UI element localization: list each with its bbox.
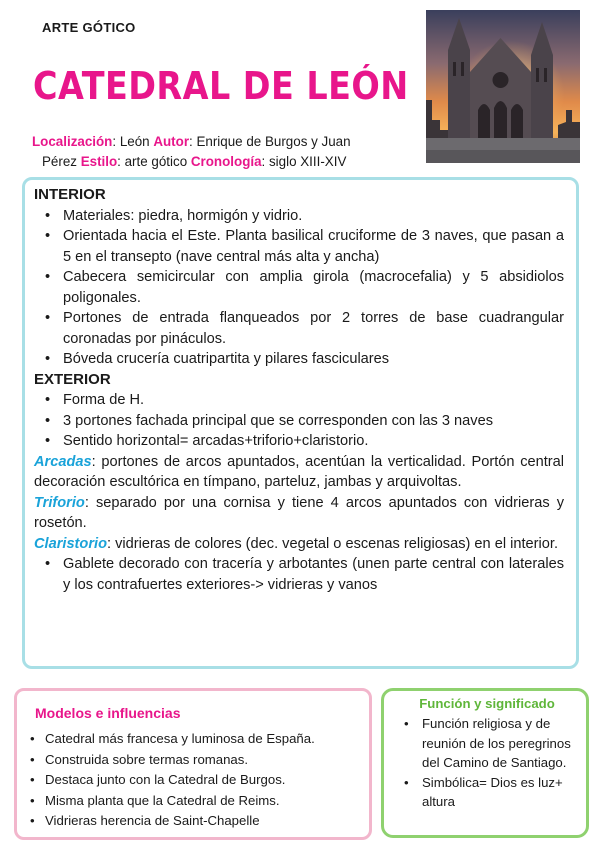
triforio-term: Triforio [34,494,85,511]
exterior-list [34,390,564,452]
arcadas-paragraph [34,452,564,493]
models-box [14,688,372,840]
list-item: • 3 portones fachada principal que se corresponden con las 3 naves [34,411,564,432]
list-item: • Construida sobre termas romanas. [27,750,361,771]
list-item: • Gablete decorado con tracería y arbotantes (unen parte central con laterales y los contrafuertes exteriores-> vidrieras y vanos [34,554,564,595]
autor-value: : Enrique de Burgos y Juan [189,134,351,149]
arcadas-text: : portones de arcos apuntados, acentúan la verticalidad. Portón central decoración escultórica en tímpano, parteluz, jambas y arquivoltas. [34,453,564,490]
models-heading: Modelos e influencias [35,705,181,721]
function-list [394,714,580,812]
triforio-paragraph [34,493,564,534]
page-title: CATEDRAL DE LEÓN [33,64,409,108]
list-item: • Portones de entrada flanqueados por 2 torres de base cuadrangular coronadas por pináculos. [34,308,564,349]
localizacion-key: Localización [32,134,113,149]
cronologia-key: Cronología [190,154,262,169]
list-item: • Misma planta que la Catedral de Reims. [27,791,361,812]
description-box [22,177,579,669]
list-item: • Materiales: piedra, hormigón y vidrio. [34,206,564,227]
function-heading: Función y significado [419,696,555,711]
localizacion-value: : León [112,134,154,149]
list-item: • Simbólica= Dios es luz+ altura [394,773,580,812]
estilo-value: : arte gótico [117,154,191,169]
interior-heading: INTERIOR [34,186,106,203]
list-item: • Función religiosa y de reunión de los peregrinos del Camino de Santiago. [394,714,580,773]
list-item: • Catedral más francesa y luminosa de España. [27,729,361,750]
gablete-list [34,554,564,595]
triforio-text: : separado por una cornisa y tiene 4 arcos apuntados con vidrieras y rosetón. [34,494,564,531]
autor-key: Autor [153,134,190,149]
claristorio-term: Claristorio [34,535,107,552]
list-item: • Forma de H. [34,390,564,411]
interior-list [34,206,564,370]
list-item: • Orientada hacia el Este. Planta basilical cruciforme de 3 naves, que pasan a 5 en el transepto (nave central más alta y ancha) [34,226,564,267]
list-item: • Bóveda crucería cuatripartita y pilares fasciculares [34,349,564,370]
exterior-heading: EXTERIOR [34,370,111,388]
estilo-key: Estilo [80,154,118,169]
function-box [381,688,589,838]
list-item: • Sentido horizontal= arcadas+triforio+claristorio. [34,431,564,452]
claristorio-paragraph [34,534,564,555]
list-item: • Cabecera semicircular con amplia girola (macrocefalia) y 5 absidiolos poligonales. [34,267,564,308]
list-item: • Destaca junto con la Catedral de Burgos. [27,770,361,791]
list-item: • Vidrieras herencia de Saint-Chapelle [27,811,361,832]
arcadas-term: Arcadas [34,453,92,470]
cathedral-photo [426,10,580,163]
claristorio-text: : vidrieras de colores (dec. vegetal o escenas religiosas) en el interior. [106,535,558,552]
metadata-block [32,132,412,172]
autor-value-cont: Pérez [42,154,81,169]
models-list [27,729,361,832]
cronologia-value: : siglo XIII-XIV [261,154,347,169]
subject-label: ARTE GÓTICO [42,20,136,35]
